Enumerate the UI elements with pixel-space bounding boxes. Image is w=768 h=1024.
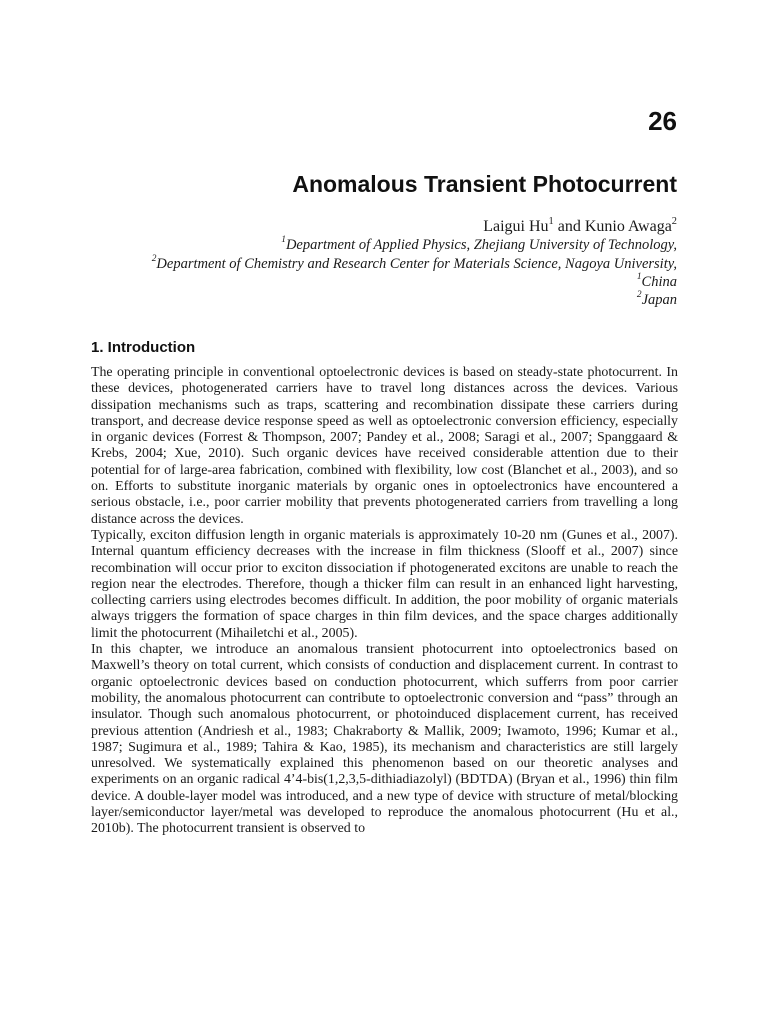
author-line	[483, 215, 677, 236]
paragraph: Typically, exciton diffusion length in organic materials is approximately 10-20 nm (Gunes et al., 2007). Internal quantum efficiency decreases with the increase in film thickness (Slooff et al., 2007) since recombination will occur prior to exciton dissociation if photogenerated excitons are unable to reach the region near the electrodes. Therefore, though a thicker film can result in an enhanced light harvesting, collecting carriers using electrodes becomes difficult. In addition, the poor mobility of organic materials always triggers the formation of space charges in thin film devices, and the space charges additionally limit the photocurrent (Mihailetchi et al., 2005).	[91, 527, 678, 641]
affiliation-text: Department of Applied Physics, Zhejiang University of Technology,	[285, 237, 677, 253]
body-text	[91, 365, 678, 838]
affiliation-marker: 1	[548, 215, 554, 227]
affiliation-line	[152, 256, 677, 273]
affiliation-marker: 2	[636, 290, 642, 301]
affiliation-text: Department of Chemistry and Research Center for Materials Science, Nagoya University,	[156, 256, 677, 272]
section-heading: 1. Introduction	[91, 339, 196, 356]
author-name: Kunio Awaga	[584, 218, 672, 235]
affiliation-text: China	[641, 274, 677, 290]
affiliation-marker: 1	[281, 235, 286, 246]
chapter-number: 26	[648, 106, 677, 136]
affiliation-marker: 2	[671, 215, 677, 227]
affiliation-line	[637, 274, 677, 291]
author-connector: and	[553, 218, 585, 235]
author-name: Laigui Hu	[483, 218, 549, 235]
affiliation-line	[637, 292, 677, 309]
paragraph: In this chapter, we introduce an anomalous transient photocurrent into optoelectronics based on Maxwell’s theory on total current, which consists of conduction and displacement current. In contrast to organic optoelectronic devices based on conduction photocurrent, which sufferrs from poor carrier mobility, the anomalous photocurrent can contribute to optoelectronic conversion and “pass” through an insulator. Though such anomalous photocurrent, or photoinduced displacement current, has received previous attention (Andriesh et al., 1983; Chakraborty & Mallik, 2009; Iwamoto, 1996; Kumar et al., 1987; Sugimura et al., 1989; Tahira & Kao, 1985), its mechanism and characteristics are still largely unresolved. We systematically explained this phenomenon based on our theoretic analyses and experiments on an organic radical 4’4-bis(1,2,3,5-dithiadiazolyl) (BDTDA) (Bryan et al., 1996) thin film device. A double-layer model was introduced, and a new type of device with structure of metal/blocking layer/semiconductor layer/metal was developed to reproduce the anomalous photocurrent (Hu et al., 2010b). The photocurrent transient is observed to	[91, 642, 678, 837]
affiliation-text: Japan	[641, 292, 677, 308]
chapter-title: Anomalous Transient Photocurrent	[292, 171, 677, 197]
affiliation-line	[281, 237, 677, 254]
affiliation-marker: 1	[636, 272, 642, 283]
affiliation-marker: 2	[151, 254, 157, 265]
paragraph: The operating principle in conventional optoelectronic devices is based on steady-state photocurrent. In these devices, photogenerated carriers have to travel long distances across the devices. Various dissipation mechanisms such as traps, scattering and recombination dissipate these carriers during transport, and decrease device response speed as well as optoelectronic conversion efficiency, especially in organic devices (Forrest & Thompson, 2007; Pandey et al., 2008; Saragi et al., 2007; Spanggaard & Krebs, 2004; Xue, 2010). Such organic devices have received considerable attention due to their potential for of large-area fabrication, combined with flexibility, low cost (Blanchet et al., 2003), and so on. Efforts to substitute inorganic materials by organic ones in optoelectronics have encountered a serious obstacle, i.e., poor carrier mobility that prevents photogenerated carriers from travelling a long distance across the devices.	[91, 365, 678, 527]
